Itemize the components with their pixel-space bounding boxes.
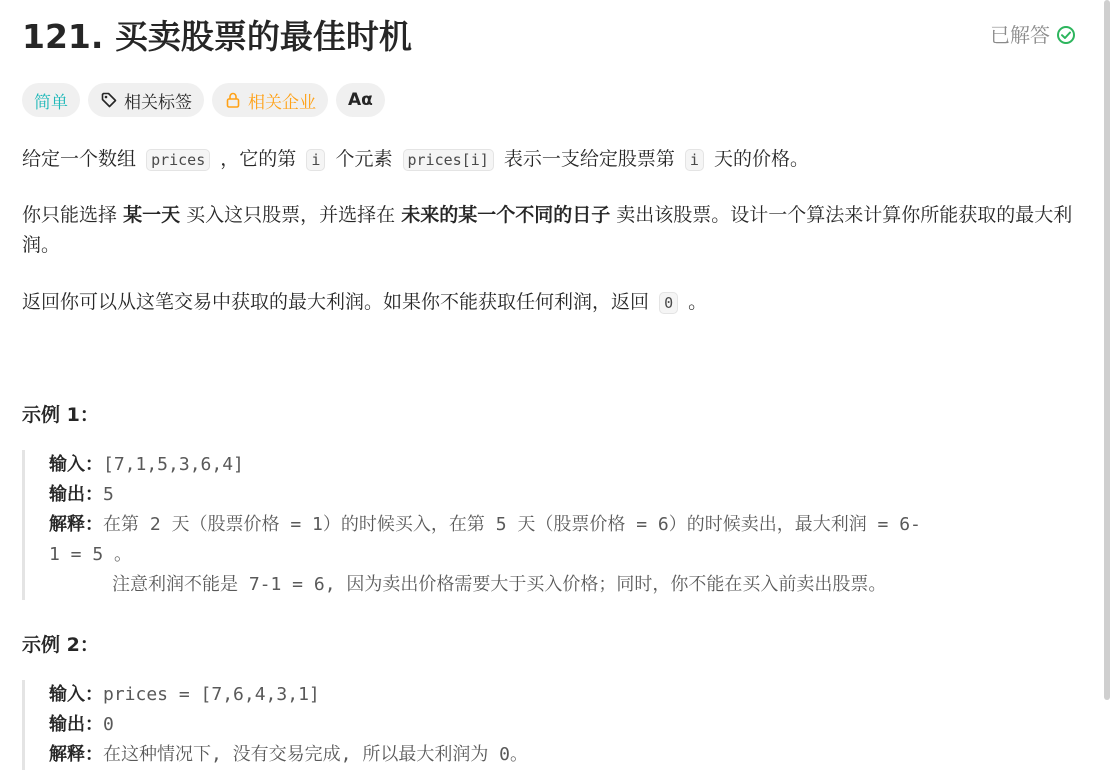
inline-code: 0 [659, 292, 678, 314]
example-1-output-line [49, 480, 1079, 510]
text: 卖出该股票。设计一个算法来计算你所能获取的最大利润。 [22, 204, 1073, 256]
output-label: 输出： [49, 484, 103, 505]
text: 你只能选择 [22, 204, 118, 226]
inline-code: prices[i] [403, 149, 494, 171]
example-2-input-line [49, 680, 1079, 710]
output-label: 输出： [49, 714, 103, 735]
example-1-explain-line-3: 注意利润不能是 7-1 = 6, 因为卖出价格需要大于买入价格；同时，你不能在买入前卖出股票。 [112, 574, 887, 595]
difficulty-badge [22, 83, 80, 117]
example-1-block [22, 450, 1079, 600]
title-row [22, 14, 1082, 60]
inline-code: i [306, 149, 325, 171]
solved-label: 已解答 [990, 23, 1050, 47]
inline-code: prices [146, 149, 210, 171]
bold-text: 未来的某一个不同的日子 [401, 204, 611, 226]
output-value: 0 [103, 714, 114, 735]
description-paragraph-1 [22, 144, 1080, 175]
example-1-explain-line-2: 1 = 5 。 [49, 544, 133, 565]
lock-icon [224, 91, 242, 109]
description-paragraph-2 [22, 200, 1080, 260]
example-2-explain-line [49, 740, 1079, 770]
related-tags-button[interactable] [88, 83, 204, 117]
input-value: prices = [7,6,4,3,1] [103, 684, 320, 705]
difficulty-label: 简单 [34, 92, 68, 113]
text: ，它的第 [220, 148, 297, 170]
inline-code: i [685, 149, 704, 171]
text: 。 [688, 291, 708, 313]
text: 天的价格。 [713, 148, 809, 170]
translate-font-button[interactable] [336, 83, 385, 117]
explain-text: 在这种情况下, 没有交易完成, 所以最大利润为 0。 [103, 744, 529, 765]
tag-icon [100, 91, 118, 109]
text: 买入这只股票，并选择在 [186, 204, 396, 226]
explain-label: 解释： [49, 514, 103, 535]
tag-bar [22, 83, 385, 117]
example-1-heading: 示例 1： [22, 404, 99, 426]
related-tags-label: 相关标签 [124, 92, 192, 113]
text: 表示一支给定股票第 [503, 148, 675, 170]
example-2-heading: 示例 2： [22, 634, 99, 656]
example-2-block [22, 680, 1079, 770]
text: 个元素 [335, 148, 393, 170]
example-1-input-line [49, 450, 1079, 480]
text: 返回你可以从这笔交易中获取的最大利润。如果你不能获取任何利润，返回 [22, 291, 650, 313]
example-2-output-line [49, 710, 1079, 740]
related-companies-button[interactable] [212, 83, 328, 117]
example-1-explain-line [49, 510, 1079, 540]
bold-text: 某一天 [123, 204, 181, 226]
input-label: 输入： [49, 684, 103, 705]
explain-label: 解释： [49, 744, 103, 765]
check-circle-icon [1056, 25, 1076, 45]
text: 给定一个数组 [22, 148, 137, 170]
vertical-scrollbar[interactable] [1104, 0, 1110, 700]
related-companies-label: 相关企业 [248, 92, 316, 113]
solved-status [990, 22, 1076, 48]
input-value: [7,1,5,3,6,4] [103, 454, 244, 475]
explain-text: 在第 2 天（股票价格 = 1）的时候买入，在第 5 天（股票价格 = 6）的时候卖出，最大利润 = 6- [103, 514, 921, 535]
problem-title[interactable]: 121. 买卖股票的最佳时机 [22, 17, 412, 56]
input-label: 输入： [49, 454, 103, 475]
translate-icon: Aα [348, 90, 373, 110]
description-paragraph-3 [22, 287, 1080, 318]
output-value: 5 [103, 484, 114, 505]
